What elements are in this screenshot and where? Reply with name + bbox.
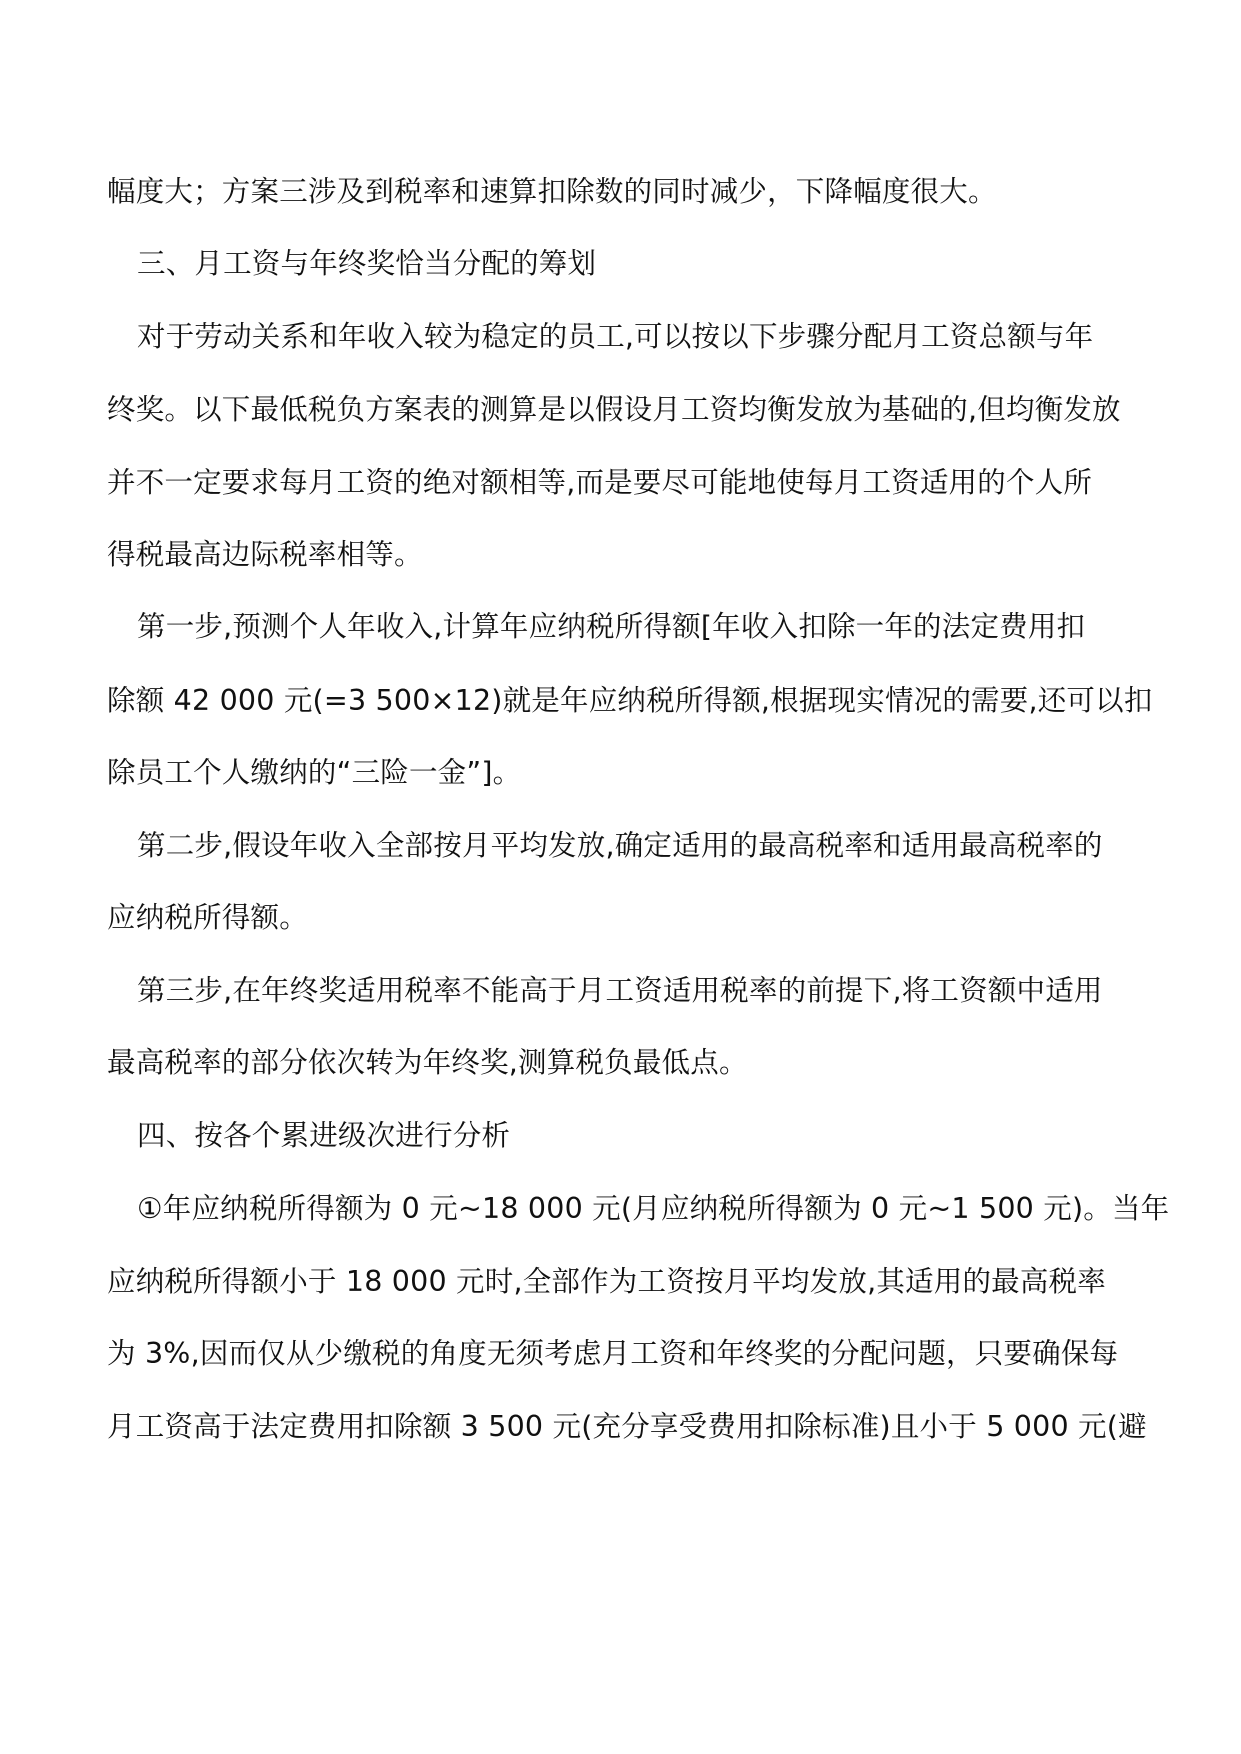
body-line: 终奖。以下最低税负方案表的测算是以假设月工资均衡发放为基础的,但均衡发放 [107, 393, 1121, 426]
body-line: 最高税率的部分依次转为年终奖,测算税负最低点。 [107, 1046, 748, 1079]
body-line: 应纳税所得额。 [107, 901, 308, 934]
body-line: 并不一定要求每月工资的绝对额相等,而是要尽可能地使每月工资适用的个人所 [107, 466, 1093, 499]
body-line: 第三步,在年终奖适用税率不能高于月工资适用税率的前提下,将工资额中适用 [137, 974, 1103, 1007]
body-line: 为 3%,因而仅从少缴税的角度无须考虑月工资和年终奖的分配问题，只要确保每 [107, 1337, 1119, 1370]
body-line: 除额 42 000 元(=3 500×12)就是年应纳税所得额,根据现实情况的需要,还可以扣 [107, 684, 1153, 717]
body-line: 月工资高于法定费用扣除额 3 500 元(充分享受费用扣除标准)且小于 5 000 元(避 [107, 1410, 1147, 1443]
body-line: 第二步,假设年收入全部按月平均发放,确定适用的最高税率和适用最高税率的 [137, 829, 1103, 862]
body-line: 应纳税所得额小于 18 000 元时,全部作为工资按月平均发放,其适用的最高税率 [107, 1265, 1106, 1298]
body-line: 对于劳动关系和年收入较为稳定的员工,可以按以下步骤分配月工资总额与年 [137, 320, 1094, 353]
body-line: 第一步,预测个人年收入,计算年应纳税所得额[年收入扣除一年的法定费用扣 [137, 610, 1086, 643]
body-line: 除员工个人缴纳的“三险一金”]。 [107, 756, 522, 789]
body-line: 幅度大；方案三涉及到税率和速算扣除数的同时减少，下降幅度很大。 [107, 175, 997, 208]
body-line: ①年应纳税所得额为 0 元~18 000 元(月应纳税所得额为 0 元~1 500 元)。当年 [137, 1192, 1170, 1225]
section-heading: 三、月工资与年终奖恰当分配的筹划 [137, 247, 597, 280]
section-heading: 四、按各个累进级次进行分析 [137, 1119, 511, 1152]
body-line: 得税最高边际税率相等。 [107, 538, 423, 571]
